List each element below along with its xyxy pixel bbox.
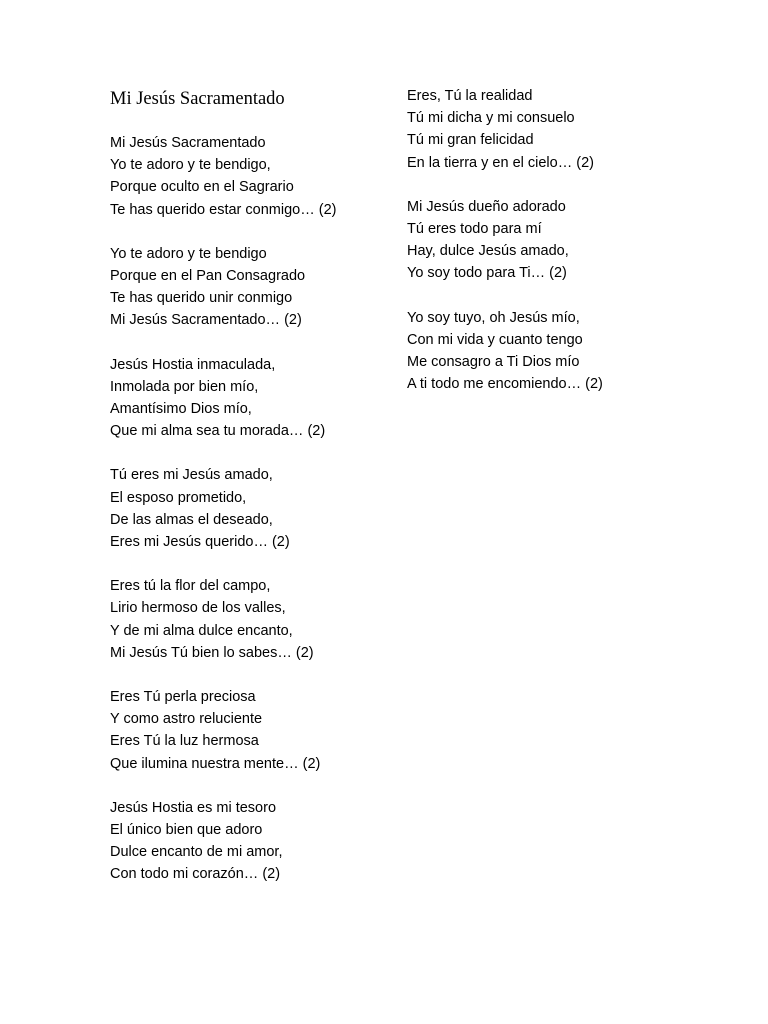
verse-line: Mi Jesús Sacramentado… (2) (110, 312, 302, 329)
verse-line: Con mi vida y cuanto tengo (407, 331, 583, 348)
verse-line: Porque oculto en el Sagrario (110, 179, 294, 196)
stanza (110, 575, 336, 664)
verse-line: Yo soy todo para Ti… (2) (407, 265, 567, 282)
verse-line: Jesús Hostia inmaculada, (110, 356, 276, 373)
stanza (407, 196, 603, 285)
verse-line: El esposo prometido, (110, 489, 247, 506)
left-column (110, 132, 336, 908)
verse-line: Amantísimo Dios mío, (110, 401, 252, 418)
verse-line: Yo te adoro y te bendigo (110, 245, 267, 262)
verse-line: Eres Tú la luz hermosa (110, 733, 259, 750)
verse-line: Lirio hermoso de los valles, (110, 600, 286, 617)
verse-line: A ti todo me encomiendo… (2) (407, 376, 603, 393)
verse-line: En la tierra y en el cielo… (2) (407, 154, 594, 171)
verse-line: Tú eres todo para mí (407, 221, 542, 238)
verse-line: Tú mi gran felicidad (407, 132, 534, 149)
verse-line: El único bien que adoro (110, 822, 263, 839)
verse-line: Mi Jesús dueño adorado (407, 198, 566, 215)
verse-line: Tú mi dicha y mi consuelo (407, 110, 575, 127)
verse-line: Te has querido unir conmigo (110, 290, 293, 307)
verse-line: Yo te adoro y te bendigo, (110, 157, 271, 174)
stanza (110, 243, 336, 332)
verse-line: Con todo mi corazón… (2) (110, 866, 281, 883)
stanza (110, 132, 336, 221)
verse-line: Me consagro a Ti Dios mío (407, 354, 580, 371)
verse-line: Mi Jesús Sacramentado (110, 135, 266, 151)
verse-line: Yo soy tuyo, oh Jesús mío, (407, 309, 580, 326)
right-column (407, 85, 603, 417)
verse-line: Y como astro reluciente (110, 711, 263, 728)
verse-line: Que mi alma sea tu morada… (2) (110, 423, 326, 440)
stanza (407, 307, 603, 396)
verse-line: Y de mi alma dulce encanto, (110, 622, 293, 639)
stanza (110, 354, 336, 443)
verse-line: Eres Tú perla preciosa (110, 689, 256, 706)
stanza (110, 686, 336, 775)
verse-line: Eres mi Jesús querido… (2) (110, 534, 290, 551)
verse-line: Eres, Tú la realidad (407, 88, 533, 104)
verse-line: Te has querido estar conmigo… (2) (110, 201, 337, 218)
verse-line: Inmolada por bien mío, (110, 378, 259, 395)
verse-line: Que ilumina nuestra mente… (2) (110, 755, 321, 772)
stanza (407, 85, 603, 174)
verse-line: Jesús Hostia es mi tesoro (110, 799, 277, 816)
verse-line: Porque en el Pan Consagrado (110, 268, 306, 285)
verse-line: Hay, dulce Jesús amado, (407, 243, 569, 260)
verse-line: Mi Jesús Tú bien lo sabes… (2) (110, 644, 314, 661)
stanza (110, 797, 336, 886)
verse-line: De las almas el deseado, (110, 511, 273, 528)
stanza (110, 464, 336, 553)
song-title: Mi Jesús Sacramentado (110, 89, 285, 109)
verse-line: Eres tú la flor del campo, (110, 578, 271, 595)
verse-line: Tú eres mi Jesús amado, (110, 467, 273, 484)
verse-line: Dulce encanto de mi amor, (110, 844, 283, 861)
